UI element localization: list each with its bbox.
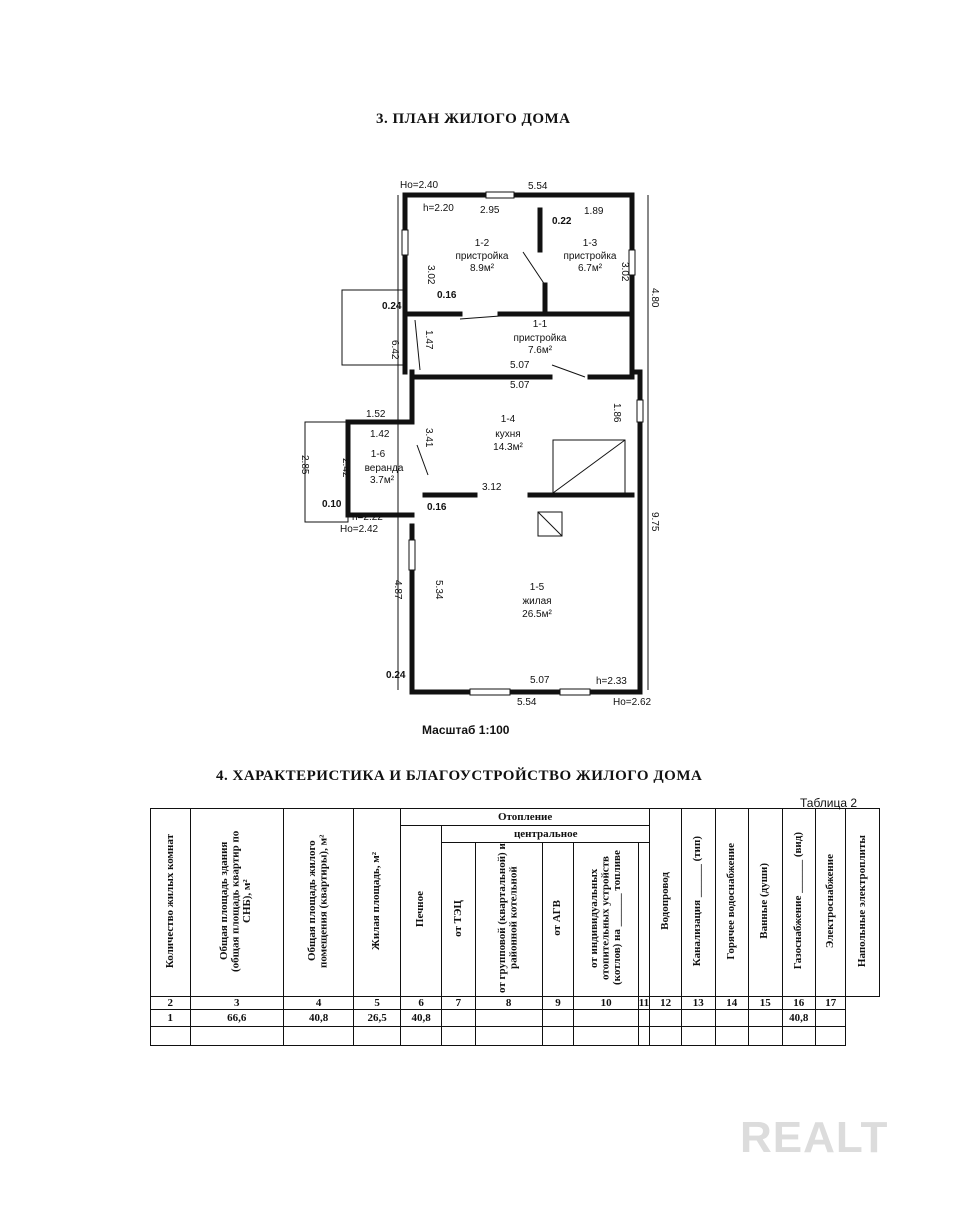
dim-642: 6.42	[389, 340, 400, 360]
room-1-3-name: пристройка	[563, 251, 617, 262]
room-1-5-area: 26.5м²	[522, 609, 552, 620]
table-number: Таблица 2	[800, 796, 858, 810]
dim-507-a: 5.07	[510, 360, 530, 371]
table-row-empty	[151, 1027, 880, 1046]
dim-341: 3.41	[423, 428, 434, 448]
th-hot-water: Горячее водоснабжение	[715, 809, 749, 997]
room-1-6-name: веранда	[364, 463, 404, 474]
dim-142: 1.42	[370, 429, 390, 440]
table-row-col-numbers: 2 3 4 5 6 7 8 9 10 11 12 13 14 15 16 17	[151, 997, 880, 1010]
th-stove-heating: Печное	[401, 826, 442, 997]
dim-016-a: 0.16	[437, 290, 457, 301]
dim-h-inner: h=2.20	[423, 203, 454, 214]
dim-top-outer: 5.54	[528, 181, 548, 192]
th-electric-stoves: Напольные электроплиты	[846, 809, 880, 997]
dim-534: 5.34	[433, 580, 444, 600]
dim-147: 1.47	[423, 330, 434, 350]
dim-312: 3.12	[482, 482, 502, 493]
room-1-1-area: 7.6м²	[527, 345, 553, 356]
realt-watermark: REALT	[740, 1113, 889, 1162]
dim-010: 0.10	[322, 499, 342, 510]
room-1-4-name: кухня	[495, 429, 521, 440]
dim-bottom-554: 5.54	[517, 697, 537, 708]
room-1-4-id: 1-4	[500, 414, 516, 425]
room-1-3-area: 6.7м²	[577, 263, 603, 274]
dim-152: 1.52	[366, 409, 386, 420]
dim-ho-262: Ho=2.62	[613, 697, 652, 708]
th-central: центральное	[442, 826, 650, 843]
room-1-2-area: 8.9м²	[469, 263, 495, 274]
th-from-boiler-house: от групповой (квартальной) и районной котельной	[475, 843, 542, 997]
th-heating: Отопление	[401, 809, 650, 826]
dim-242: 2.42	[340, 458, 351, 478]
dim-186: 1.86	[611, 403, 622, 423]
th-sewerage: Канализация ______ (тип)	[682, 809, 716, 997]
dim-right-480: 4.80	[649, 288, 660, 308]
dim-h-222: h=2.22	[352, 512, 383, 523]
plan-title: 3. ПЛАН ЖИЛОГО ДОМА	[376, 111, 571, 127]
dim-ho-242: Ho=2.42	[340, 524, 379, 535]
th-electricity: Электроснабжение	[816, 809, 846, 997]
room-1-6-area: 3.7м²	[369, 475, 395, 486]
characteristics-table	[150, 808, 880, 1046]
room-1-1-name: пристройка	[513, 333, 567, 344]
dim-507-b: 5.07	[510, 380, 530, 391]
dim-ho-top-left: Ho=2.40	[400, 180, 439, 191]
th-from-individual: от индивидуальных отопительных устройств (котлов) на ______ топливе	[574, 843, 638, 997]
dim-left-302: 3.02	[425, 265, 436, 285]
scale-label: Масштаб 1:100	[422, 723, 510, 737]
th-gas-supply: Газоснабжение ______ (вид)	[782, 809, 816, 997]
room-1-4-area: 14.3м²	[493, 442, 523, 453]
dim-016-b: 0.16	[427, 502, 447, 513]
th-water-supply: Водопровод	[650, 809, 682, 997]
room-1-5-name: жилая	[522, 596, 552, 607]
th-total-area-building: Общая площадь здания (общая площадь квартир по СНБ), м²	[190, 809, 283, 997]
dim-right-302: 3.02	[619, 262, 630, 282]
dim-top-189: 1.89	[584, 206, 604, 217]
room-1-6-id: 1-6	[370, 449, 386, 460]
dim-top-295: 2.95	[480, 205, 500, 216]
th-baths: Ванные (души)	[749, 809, 783, 997]
dim-487: 4.87	[392, 580, 403, 600]
room-1-1-id: 1-1	[532, 319, 548, 330]
th-rooms-count: Количество жилых комнат	[151, 809, 191, 997]
dim-285: 2.85	[299, 455, 310, 475]
th-from-tec: от ТЭЦ	[442, 843, 475, 997]
room-1-2-name: пристройка	[455, 251, 509, 262]
th-living-area: Жилая площадь, м²	[354, 809, 401, 997]
room-1-2-id: 1-2	[474, 238, 490, 249]
room-1-5-id: 1-5	[529, 582, 545, 593]
dim-h-233: h=2.33	[596, 676, 627, 687]
dim-507-c: 5.07	[530, 675, 550, 686]
section4-title: 4. ХАРАКТЕРИСТИКА И БЛАГОУСТРОЙСТВО ЖИЛОГО ДОМА	[216, 768, 703, 784]
dim-right-975: 9.75	[649, 512, 660, 532]
th-total-area-dwelling: Общая площадь жилого помещения (квартиры), м²	[283, 809, 353, 997]
room-1-3-id: 1-3	[582, 238, 598, 249]
dim-024-b: 0.24	[386, 670, 406, 681]
dim-024-a: 0.24	[382, 301, 402, 312]
dim-top-022: 0.22	[552, 216, 572, 227]
th-from-agv: от АГВ	[542, 843, 574, 997]
table-row: 1 66,6 40,8 26,5 40,8 40,8	[151, 1010, 880, 1027]
